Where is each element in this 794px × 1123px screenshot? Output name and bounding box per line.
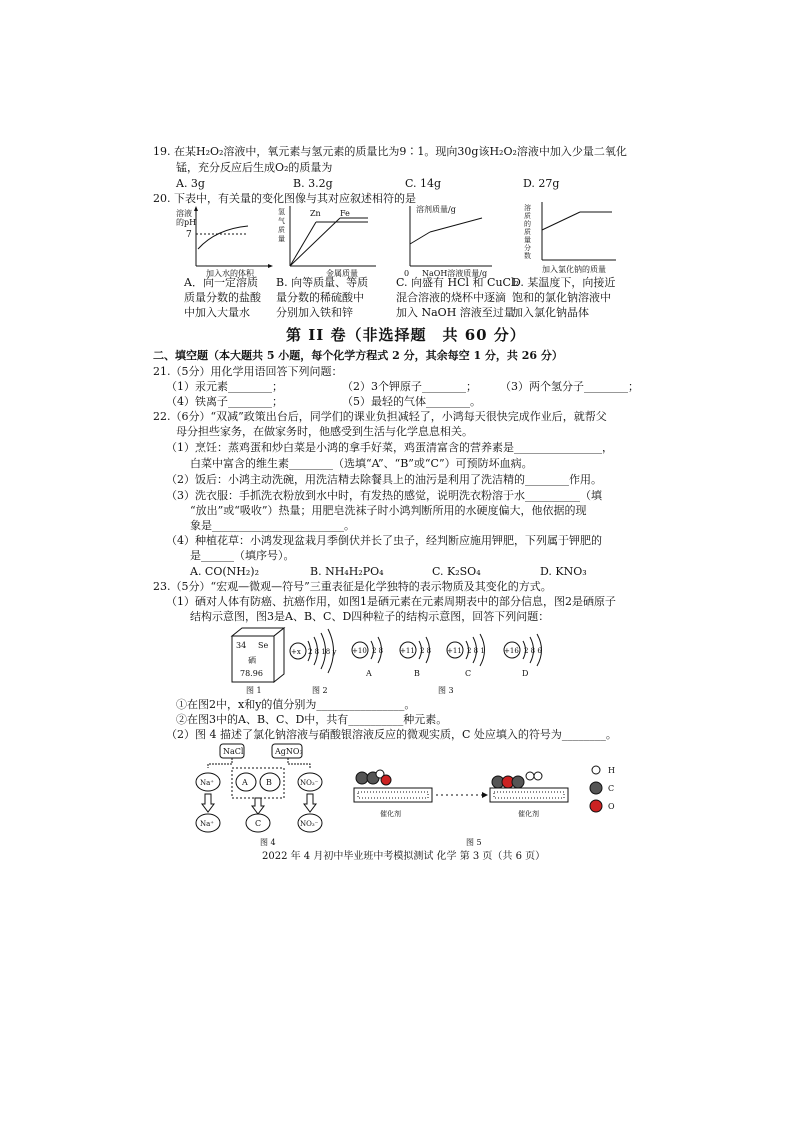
svg-text:2 8: 2 8: [372, 647, 384, 655]
fig2-nucleus: +x: [291, 648, 301, 656]
q22-p3-a: （3）洗衣服：手抓洗衣粉放到水中时，有发热的感觉，说明洗衣粉溶于水__________（填: [166, 489, 602, 502]
q21-item-3: （3）两个氢分子________；: [500, 380, 639, 393]
q20-graph-c: [402, 204, 502, 278]
q22-p4-a: （4）种植花草：小鸿发现盆栽月季倒伏并长了虫子，经判断应施用钾肥，下列属于钾肥的: [166, 534, 602, 547]
fig1-label: 图 1: [246, 686, 262, 695]
fig3-particle-c: [445, 632, 501, 676]
page-footer: 2022 年 4 月初中毕业班中考模拟测试 化学 第 3 页（共 6 页）: [262, 851, 546, 862]
q20-graph-d: [520, 200, 620, 274]
q20-opt-b-1: B. 向等质量、等质: [276, 276, 369, 289]
q23-stem: 23.（5分）“宏观—微观—符号”三重表征是化学独特的表示物质及其变化的方式。: [153, 580, 552, 593]
q20-opt-d-3: 加入氯化钠晶体: [512, 306, 589, 319]
fig4-agno3: AgNO₃: [275, 747, 303, 756]
svg-text:+10: +10: [352, 647, 367, 655]
q22-opt-a: A. CO(NH₂)₂: [190, 565, 259, 578]
svg-text:NO₃⁻: NO₃⁻: [300, 820, 319, 828]
svg-text:的: 的: [524, 220, 531, 228]
q23-p1-b: 结构示意图，图3是A、B、C、D四种粒子的结构示意图，回答下列问题：: [190, 610, 550, 623]
fig2-atom-structure: [288, 624, 348, 682]
q19-option-a: A. 3g: [176, 177, 205, 190]
fig4-c: C: [255, 819, 262, 828]
svg-text:2 8: 2 8: [420, 647, 432, 655]
q20-opt-b-2: 量分数的稀硫酸中: [276, 291, 364, 304]
section-2-title: 第 II 卷（非选择题 共 60 分）: [286, 326, 526, 344]
q20-opt-c-3: 加入 NaOH 溶液至过量: [396, 306, 515, 319]
q22-stem-1: 22.（6分）“双减”政策出台后，同学们的课业负担减轻了，小鸿每天很快完成作业后，就帮父: [153, 410, 607, 423]
fig1-mass: 78.96: [240, 669, 263, 678]
section-2-part: 二、填空题（本大题共 5 小题，每个化学方程式 2 分，其余每空 1 分，共 26 分）: [153, 349, 563, 362]
q23-p1-a: （1）硒对人体有防癌、抗癌作用，如图1是硒元素在元素周期表中的部分信息，图2是硒原子: [166, 595, 616, 608]
fig4-no3: NO₃⁻: [300, 779, 319, 787]
q22-p1-b: 白菜中富含的维生素________（选填“A”、“B”或“C”）可预防坏血病。: [190, 457, 533, 470]
q19-stem-line2: 锰，充分反应后生成O₂的质量为: [176, 161, 333, 174]
q22-p2: （2）饭后：小鸿主动洗碗，用洗洁精去除餐具上的油污是利用了洗洁精的________作用。: [166, 473, 602, 486]
fig5-label: 图 5: [466, 838, 482, 847]
graph-a-xlabel: 加入水的体积: [206, 269, 254, 278]
q21-item-1: （1）汞元素________；: [166, 380, 283, 393]
fig1-element-cell: [228, 626, 288, 684]
fig1-name: 硒: [248, 656, 256, 665]
q22-p3-c: 象是________________________。: [190, 519, 355, 532]
fig4-nacl: NaCl: [223, 747, 244, 756]
q20-graph-a: [176, 204, 276, 278]
fig3-label-b: B: [414, 669, 420, 678]
fig4-label: 图 4: [260, 838, 276, 847]
fig5-legend-h: H: [608, 766, 615, 775]
q20-opt-d-2: 饱和的氯化钠溶液中: [512, 291, 611, 304]
fig4-na: Na⁺: [200, 779, 214, 787]
q20-opt-a-3: 中加入大量水: [184, 306, 250, 319]
fig3-particle-d: [502, 632, 558, 676]
svg-text:+11: +11: [447, 647, 462, 655]
fig2-shells: 2 8 18 y: [308, 648, 337, 656]
graph-b-zn: Zn: [310, 209, 321, 218]
svg-text:分: 分: [524, 244, 531, 252]
q21-stem: 21.（5分）用化学用语回答下列问题：: [153, 365, 343, 378]
q19-option-c: C. 14g: [405, 177, 442, 190]
fig5-catalyst-left: 催化剂: [380, 810, 401, 818]
fig3-particle-b: [398, 632, 448, 676]
q22-opt-b: B. NH₄H₂PO₄: [310, 565, 384, 578]
q21-item-5: （5）最轻的气体________。: [342, 395, 481, 408]
svg-text:量: 量: [524, 236, 531, 244]
q20-graph-b: [278, 204, 378, 278]
graph-b-xlabel: 金属质量: [326, 269, 358, 278]
fig3-label-d: D: [522, 669, 529, 678]
fig5-catalyst-right: 催化剂: [518, 810, 539, 818]
svg-text:2 8 6: 2 8 6: [524, 647, 542, 655]
graph-c-ylabel: 溶剂质量/g: [416, 205, 456, 214]
fig3-label-a: A: [366, 669, 372, 678]
graph-d-xlabel: 加入氯化钠的质量: [542, 265, 606, 274]
svg-text:2 8 1: 2 8 1: [467, 647, 485, 655]
q19-option-b: B. 3.2g: [293, 177, 333, 190]
q23-p2: （2）图 4 描述了氯化钠溶液与硝酸银溶液反应的微观实质，C 处应填入的符号为________。: [166, 728, 617, 741]
fig1-symbol: Se: [258, 641, 269, 650]
fig2-label: 图 2: [312, 686, 328, 695]
svg-text:质: 质: [524, 228, 531, 236]
fig3-label: 图 3: [438, 686, 454, 695]
q22-p1-a: （1）烹饪：蒸鸡蛋和炒白菜是小鸿的拿手好菜，鸡蛋清富含的营养素是________________，: [166, 441, 613, 454]
graph-c-xlabel: NaOH溶液质量/g: [422, 269, 488, 278]
fig4-a: A: [242, 778, 248, 787]
q23-sub-2: ②在图3中的A、B、C、D中，共有__________种元素。: [176, 713, 448, 726]
q22-p4-b: 是______（填序号）。: [190, 549, 295, 562]
q20-opt-a-1: A．向一定溶质: [184, 276, 258, 289]
graph-b-ylabel-1: 氢: [278, 208, 285, 216]
fig4-b: B: [266, 778, 272, 787]
fig5-legend-c: C: [608, 784, 615, 793]
q21-item-2: （2）3个钾原子________；: [342, 380, 477, 393]
graph-a-ylabel1: 溶液: [176, 209, 192, 218]
svg-text:质: 质: [524, 212, 531, 220]
q22-opt-d: D. KNO₃: [540, 565, 587, 578]
q19-stem-line1: 19. 在某H₂O₂溶液中，氧元素与氢元素的质量比为9∶1。现向30g该H₂O₂溶液中加入少量二氧化: [153, 145, 627, 158]
q20-opt-b-3: 分别加入铁和锌: [276, 306, 353, 319]
q23-sub-1: ①在图2中，x和y的值分别为________________。: [176, 698, 416, 711]
fig4-reaction-diagram: [196, 742, 336, 834]
graph-a-ylabel2: 的pH: [176, 218, 197, 227]
svg-text:溶: 溶: [524, 204, 531, 212]
svg-text:数: 数: [524, 252, 531, 260]
graph-b-ylabel-3: 质: [278, 226, 285, 234]
q22-stem-2: 母分担些家务，在做家务时，他感受到生活与化学息息相关。: [176, 425, 473, 438]
q21-item-4: （4）铁离子________；: [166, 395, 283, 408]
fig5-catalyst-diagram: [350, 764, 630, 830]
svg-text:+16: +16: [504, 647, 519, 655]
graph-a-tick: 7: [186, 230, 192, 240]
q20-opt-c-1: C. 向盛有 HCl 和 CuCl₂: [396, 276, 519, 289]
svg-text:+11: +11: [400, 647, 415, 655]
fig5-legend-o: O: [608, 802, 615, 811]
graph-b-ylabel-2: 气: [278, 217, 285, 225]
q20-stem: 20. 下表中，有关量的变化图像与其对应叙述相符的是: [153, 192, 416, 205]
q20-opt-c-2: 混合溶液的烧杯中逐滴: [396, 291, 506, 304]
q20-opt-d-1: D. 某温度下，向接近: [512, 276, 616, 289]
svg-text:Na⁺: Na⁺: [200, 820, 214, 828]
fig3-particle-a: [350, 632, 400, 676]
fig3-label-c: C: [465, 669, 472, 678]
q22-p3-b: “放出”或“吸收”）热量；用肥皂洗袜子时小鸿判断所用的水硬度偏大，他依据的现: [190, 504, 587, 517]
graph-c-origin: 0: [404, 269, 410, 278]
q19-option-d: D. 27g: [523, 177, 560, 190]
q22-opt-c: C. K₂SO₄: [432, 565, 481, 578]
fig1-atomic-number: 34: [236, 641, 247, 650]
q20-opt-a-2: 质量分数的盐酸: [184, 291, 261, 304]
graph-b-fe: Fe: [340, 209, 350, 218]
graph-b-ylabel-4: 量: [278, 235, 285, 243]
